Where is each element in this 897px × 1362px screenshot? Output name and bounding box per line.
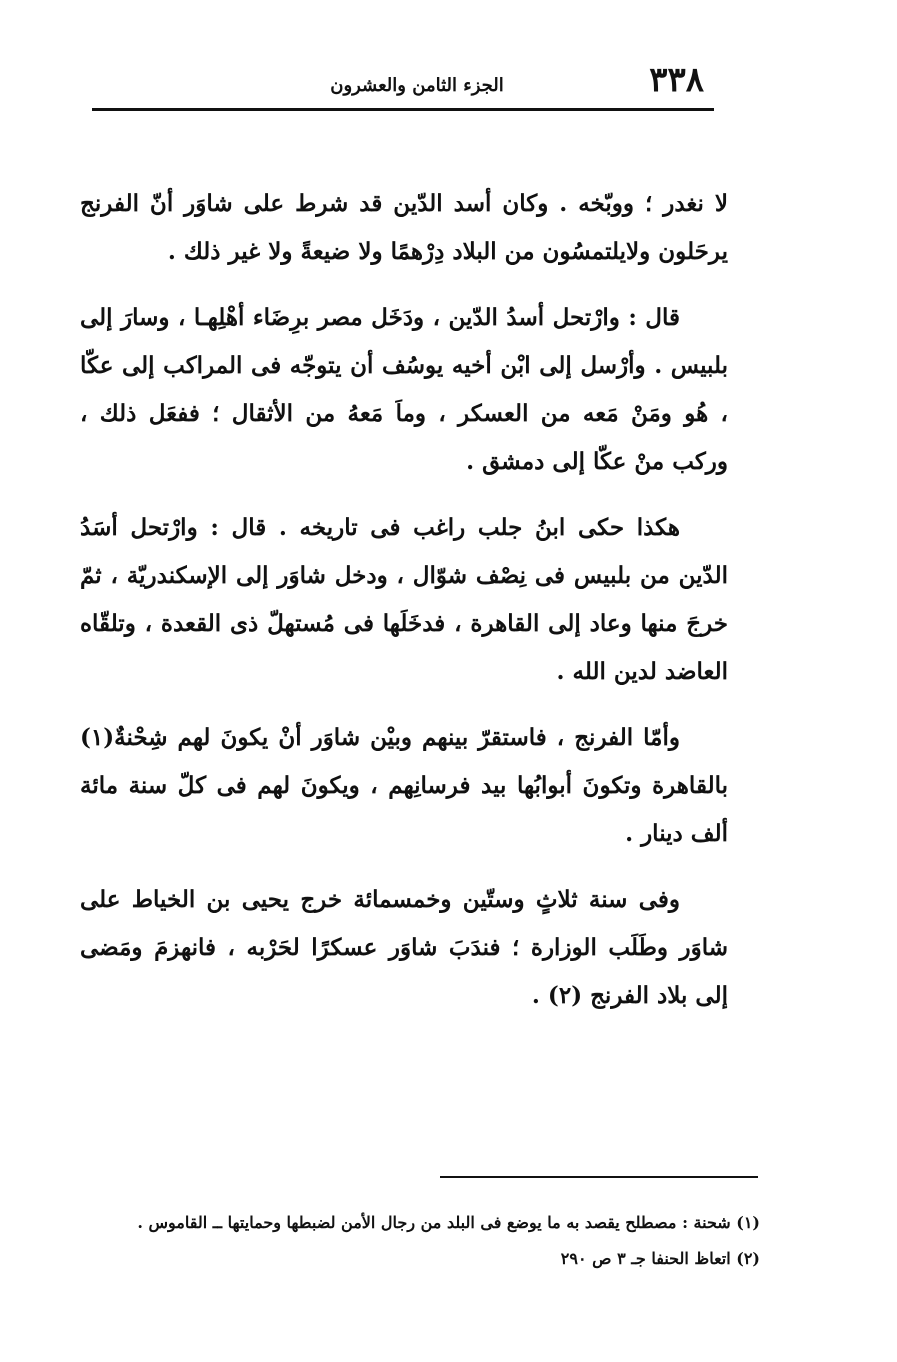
footnote-rule: [440, 1176, 758, 1178]
paragraph-5: وفى سنة ثلاثٍ وستّين وخمسمائة خرج يحيى بن الخياط على شاوَر وطَلَب الوزارة ؛ فندَبَ شاوَر عسكرًا لحَرْبه ، فانهزمَ ومَضى إلى بلاد الفرنج (٢) .: [80, 886, 728, 1009]
paragraph-4: وأمّا الفرنج ، فاستقرّ بينهم وبيْن شاوَر أنْ يكونَ لهم شِحْنةٌ(١) بالقاهرة وتكونَ أبوابُها بيد فرسانِهم ، ويكونَ لهم فى كلّ سنة مائة ألف دينار .: [80, 724, 728, 847]
paragraph-3: هكذا حكى ابنُ جلب راغب فى تاريخه . قال : وارْتحل أسَدُ الدّين من بلبيس فى نِصْف شوّال ، ودخل شاوَر إلى الإسكندريّة ، ثمّ خرجَ منها وعاد إلى القاهرة ، فدخَلَها فى مُستهلّ ذى القعدة ، وتلقّاه العاضد لدين الله .: [80, 514, 728, 685]
page-number: ٣٣٨: [649, 60, 704, 100]
footnotes: [100, 1205, 760, 1277]
header-rule: [92, 108, 714, 111]
running-head: [92, 60, 712, 108]
footnote-2: (٢) اتعاظ الحنفا جـ ٣ ص ٢٩٠: [560, 1249, 760, 1268]
part-title: الجزء الثامن والعشرون: [330, 75, 504, 96]
paragraph-2: قال : وارْتحل أسدُ الدّين ، ودَخَل مصر برِضَاء أهْلِهـا ، وسارَ إلى بلبيس . وأرْسل إلى ابْن أخيه يوسُف أن يتوجّه فى المراكب إلى عكّا ، هُو ومَنْ مَعه من العسكر ، وماَ مَعهُ من الأثقال ؛ ففعَل ذلك ، وركب منْ عكّا إلى دمشق .: [80, 304, 728, 475]
paragraph-1: لا نغدر ؛ ووبّخه . وكان أسد الدّين قد شرط على شاوَر أنّ الفرنج يرحَلون ولايلتمسُون من البلاد دِرْهمًا ولا ضيعةً ولا غير ذلك .: [80, 190, 728, 265]
body-text: [80, 180, 728, 1038]
footnote-1: (١) شحنة : مصطلح يقصد به ما يوضع فى البلد من رجال الأمن لضبطها وحمايتها ــ القاموس .: [137, 1213, 760, 1232]
